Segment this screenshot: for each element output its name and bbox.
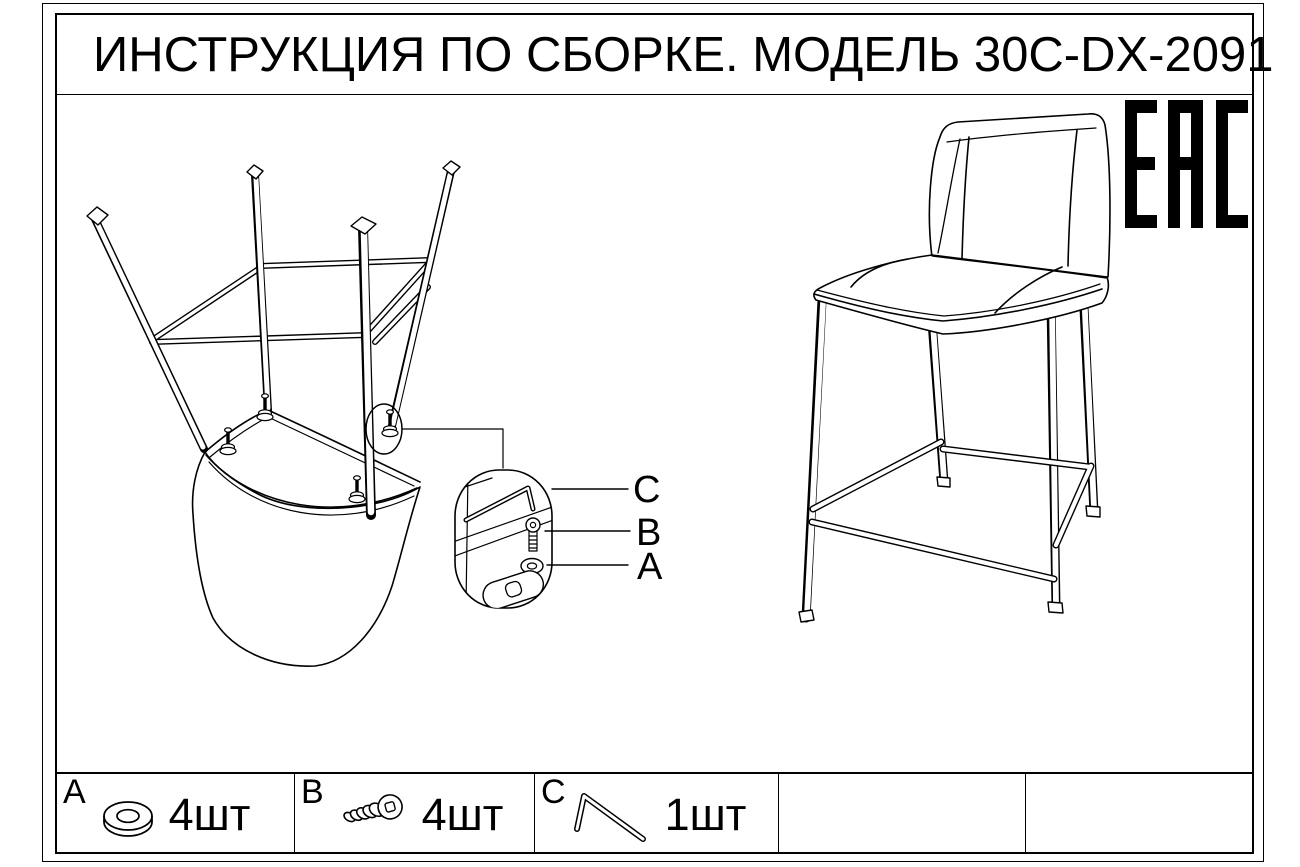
part-qty-a: 4шт xyxy=(168,789,251,840)
assembled-legs xyxy=(799,288,1100,622)
callout-label-c: C xyxy=(633,469,661,511)
parts-cell-a xyxy=(57,774,295,852)
part-letter-a: A xyxy=(63,773,86,811)
page-title: ИНСТРУКЦИЯ ПО СБОРКЕ. МОДЕЛЬ 30C-DX-2091 xyxy=(93,27,1274,82)
assembly-drawing xyxy=(57,95,1252,773)
stretcher-ring xyxy=(152,260,430,342)
part-letter-c: C xyxy=(541,773,566,811)
parts-table xyxy=(57,772,1252,852)
eac-letter-e xyxy=(1125,100,1157,228)
drawing-area xyxy=(57,95,1252,772)
assembled-backrest xyxy=(929,114,1110,280)
screw-marker xyxy=(220,428,236,455)
assembled-stool-figure xyxy=(799,114,1110,622)
parts-cell-b xyxy=(295,774,535,852)
assembled-stretchers xyxy=(812,442,1091,579)
callout-label-b: B xyxy=(636,512,662,554)
washer-icon xyxy=(101,796,155,840)
inverted-stool-figure xyxy=(87,161,503,666)
screw-marker xyxy=(349,476,365,503)
screw-icon xyxy=(326,790,408,846)
title-bar xyxy=(57,15,1274,95)
parts-cell-c xyxy=(535,774,779,852)
inverted-backrest xyxy=(193,452,420,666)
parts-cell-empty-1 xyxy=(779,774,1026,852)
sheet-frame xyxy=(55,13,1274,854)
part-qty-c: 1шт xyxy=(664,789,747,840)
callout-label-a: A xyxy=(637,546,663,588)
eac-letter-a xyxy=(1168,100,1203,228)
part-letter-b: B xyxy=(301,773,324,811)
callout-leader-line xyxy=(402,429,503,468)
detail-callout xyxy=(450,470,630,636)
eac-letter-c xyxy=(1216,100,1248,228)
eac-logo xyxy=(1125,100,1248,228)
parts-cell-empty-2 xyxy=(1026,774,1252,852)
hex-key-icon xyxy=(567,789,651,847)
part-qty-b: 4шт xyxy=(421,789,504,840)
